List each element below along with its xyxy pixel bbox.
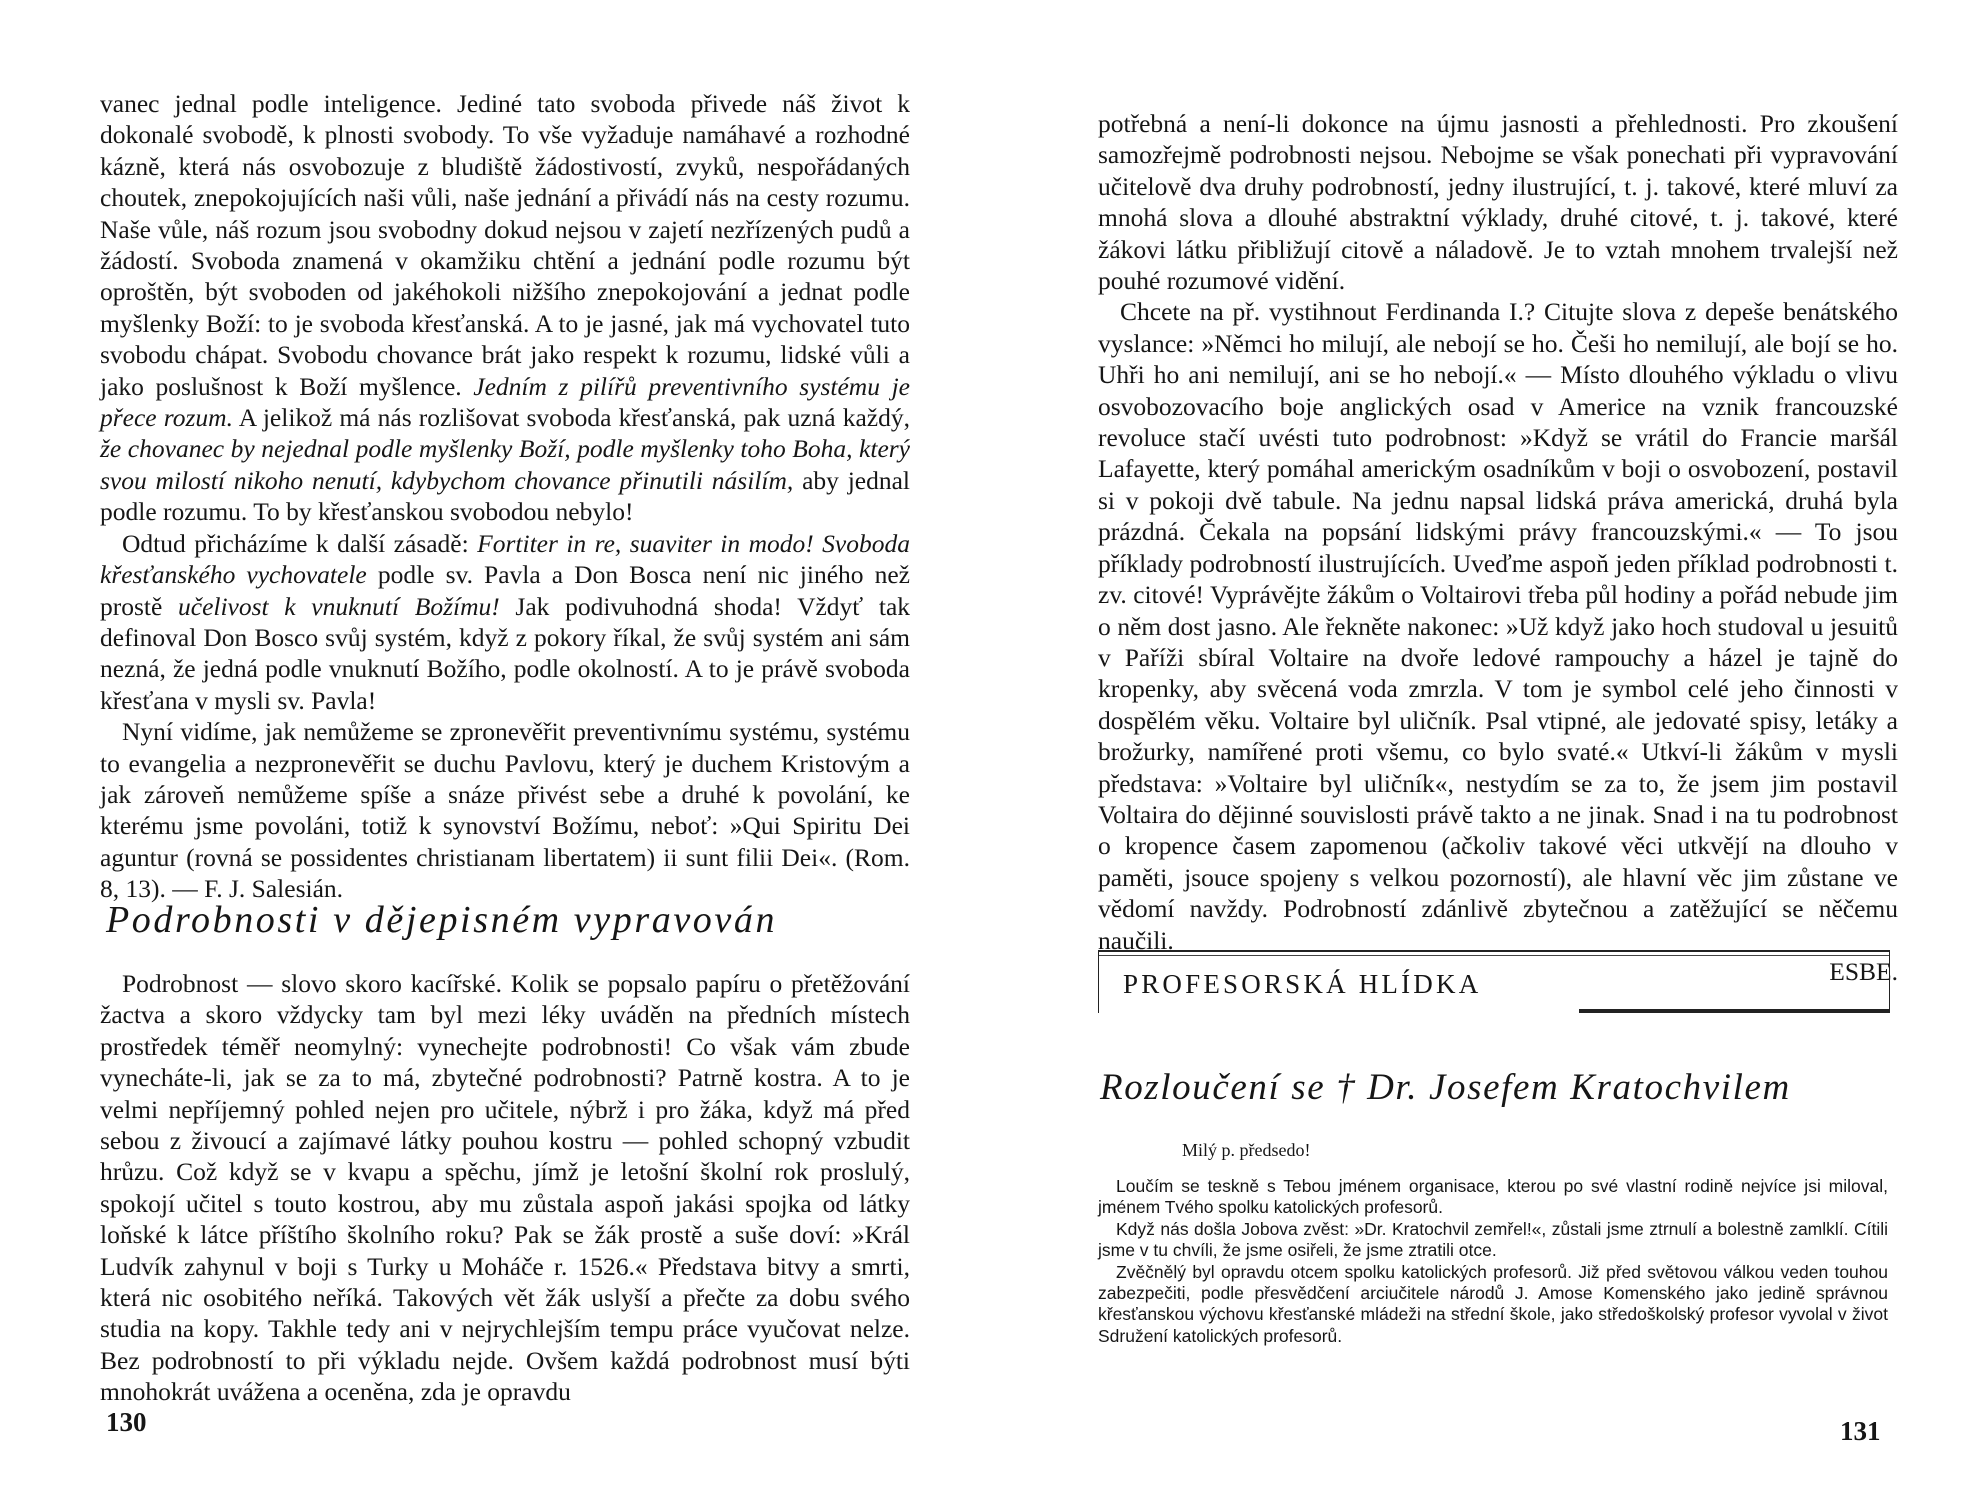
paragraph: Odtud přicházíme k další zásadě: Fortiter in re, suaviter in modo! Svoboda křesťanského vychovatele podle sv. Pavla a Don Bosca není nic jiného než prostě učelivost k vnuknutí Božímu! Jak podivuhodná shoda! Vždyť tak definoval Don Bosco svůj systém, když z pokory říkal, že svůj systém ani sám nezná, že jedná podle vnuknutí Božího, podle okolností. A to je právě svoboda křesťana v mysli sv. Pavla! — [100, 528, 911, 715]
rule — [1099, 955, 1889, 956]
right-continuation-text — [1098, 108, 1898, 987]
left-page — [100, 0, 910, 1500]
paragraph: Loučím se teskně s Tebou jménem organisace, kterou po své vlastní rodině nejvíce jsi miloval, jménem Tvého spolku katolických profesorů. — [1098, 1176, 1888, 1218]
left-continuation-text — [100, 88, 910, 905]
page-number: 131 — [1840, 1416, 1881, 1446]
section-header: PROFESORSKÁ HLÍDKA — [1123, 969, 1482, 999]
rule — [1579, 1009, 1889, 1013]
page-number: 130 — [106, 1407, 147, 1437]
section-header-box — [1098, 950, 1890, 1013]
rule — [1099, 950, 1889, 952]
paragraph: Když nás došla Jobova zvěst: »Dr. Kratochvil zemřel!«, zůstali jsme ztrnulí a bolestně zamlklí. Cítili jsme v tu chvíli, že jsme osiřeli, že jsme ztratili otce. — [1098, 1218, 1888, 1261]
article-title: Podrobnosti v dějepisném vypravován — [106, 899, 778, 941]
paragraph: Chcete na př. vystihnout Ferdinanda I.? Citujte slova z depeše benátského vyslance: »Němci ho milují, ale nebojí se ho. Češi ho nemilují, ale bojí se ho. Uhři ho ani nemilují, ani se ho nebojí.« — Místo dlouhého výkladu o vlivu osvobozovacího boje anglických osad v Americe na vznik francouzské revoluce stačí uvésti tuto podrobnost: »Když se vrátil do Francie maršál Lafayette, který pomáhal americkým osadníkům v boji o osvobození, postavil si v pokoji dvě tabule. Na jednu napsal lidská práva americká, druhá byla prázdná. Čekala na popsání lidskými právy francouzskými.« — To jsou příklady podrobností ilustrujících. Uveďme aspoň jeden příklad podrobnosti t. zv. citové! Vyprávějte žákům o Voltairovi třeba půl hodiny a pořád nebude jim o něm dost jasno. Ale řekněte nakonec: »Už když jako hoch studoval u jesuitů v Paříži sbíral Voltaire na dvoře ledové rampouchy a házel je tajně do kropenky, aby svěcená voda zmrzla. V tom je symbol celé jeho činnosti v dospělém věku. Voltaire byl uličník. Psal vtipné, ale jedovaté spisy, letáky a brožurky, namířené proti všemu, co bylo svaté.« Utkví-li žákům v mysli představa: »Voltaire byl uličník«, nestydím se za to, že jsem jim postavil Voltaira do dějinné souvislosti právě takto a ne jinak. Snad i na tu podrobnost o kropence časem zapomenou (ačkoliv takové věci utkvějí na dlouho v paměti, jsouce spojeny s velkou pozorností), ale hlavní věc jim zůstane ve vědomí navždy. Podrobností zdánlivě zbytečnou a zatěžující se něčemu naučili. — [1098, 297, 1898, 955]
emphasis: Jedním z pilířů preventivního systému je přece rozum. — [100, 371, 910, 433]
paragraph: Zvěčnělý byl opravdu otcem spolku katolických profesorů. Již před světovou válkou veden touhou zabezpečiti, podle přesvědčení arciučitele národů J. Amose Komenského jako jedině správnou křesťanskou výchovu křesťanské mládeži na střední škole, jako středoškolský profesor vyvolal v život Sdružení katolických profesorů. — [1098, 1261, 1888, 1346]
signature: ESBE. — [1829, 956, 1898, 986]
letter-text — [1098, 1176, 1888, 1347]
emphasis: učelivost k vnuknutí Božímu! — [178, 591, 500, 621]
right-page — [1098, 0, 1898, 1500]
paragraph: vanec jednal podle inteligence. Jediné tato svoboda přivede náš život k dokonalé svobodě, k plnosti svobody. To vše vyžaduje namáhavé a rozhodné kázně, která nás osvobozuje z bludiště žádostivostí, zvyků, nespořádaných choutek, znepokojujících naši vůli, naše jednání a přivádí nás na cesty rozumu. Naše vůle, náš rozum jsou svobodny dokud nejsou v zajetí nezřízených pudů a žádostí. Svoboda znamená v okamžiku chtění a jednání podle rozumu být oproštěn, být svoboden od jakéhokoli nižšího znepokojování a jednat podle myšlenky Boží: to je svoboda křesťanská. A to je jasné, jak má vychovatel tuto svobodu chápat. Svobodu chovance brát jako respekt k rozumu, lidské vůli a jako poslušnost k Boží myšlence. Jedním z pilířů preventivního systému je přece rozum. A jelikož má nás rozlišovat svoboda křesťanská, pak uzná každý, že chovanec by nejednal podle myšlenky Boží, podle myšlenky toho Boha, který svou milostí nikoho nenutí, kdybychom chovance přinutili násilím, aby jednal podle rozumu. To by křesťanskou svobodou nebylo! — [100, 89, 910, 527]
emphasis: Fortiter in re, suaviter in modo! Svoboda křesťanského vychovatele — [100, 528, 910, 590]
salutation: Milý p. předsedo! — [1182, 1140, 1311, 1160]
article-title: Rozloučení se † Dr. Josefem Kratochvilem — [1100, 1067, 1791, 1108]
paragraph: potřebná a není-li dokonce na újmu jasnosti a přehlednosti. Pro zkoušení samozřejmě podrobnosti nejsou. Nebojme se však ponechati při vypravování učitelově dva druhy podrobností, jedny ilustrující, t. j. takové, které mluví za mnohá slova a dlouhé abstraktní výklady, druhé citové, t. j. takové, které žákovi látku přibližují citově a náladově. Je to vztah mnohem trvalejší než pouhé rozumové vidění. — [1098, 109, 1898, 296]
paragraph: Nyní vidíme, jak nemůžeme se zpronevěřit preventivnímu systému, systému to evangelia a nezpronevěřit se duchu Pavlovu, který je duchem Kristovým a jak zároveň nemůžeme spíše a snáze přivést sebe a druhé k povolání, ke kterému jsme povoláni, totiž k synovství Božímu, neboť: »Qui Spiritu Dei aguntur (rovná se possidentes christianam libertatem) ii sunt filii Dei«. (Rom. 8, 13). — F. J. Salesián. — [100, 717, 910, 904]
article-body: Podrobnost — slovo skoro kacířské. Kolik se popsalo papíru o přetěžování žactva a skoro vždycky tam byl mezi léky uváděn na předních místech prostředek téměř neomylný: vynechejte podrobnosti! Co však vám zbude vynecháte-li, jak se za to má, zbytečné podrobnosti? Patrně kostra. A to je velmi nepříjemný pohled nejen pro učitele, nýbrž i pro žáka, když má před sebou z živoucí a zajímavé látky pouhou kostru — pohled schopný vzbudit hrůzu. Což když se v kvapu a spěchu, jímž je letošní školní rok proslulý, spokojí učitel s touto kostrou, aby mu zůstala aspoň jakási spojka od látky loňské k látce příštího školního roku? Pak se žák prostě a suše doví: »Král Ludvík zahynul v boji s Turky u Moháče r. 1526.« Představa bitvy a smrti, která nic osobitého neříká. Takových vět žák uslyší a přečte za dobu svého studia na kopy. Takhle tedy ani v nejrychlejším tempu práce vyučovat nelze. Bez podrobností to při výkladu nejde. Ovšem každá podrobnost musí býti mnohokrát uvážena a oceněna, zda je opravdu — [100, 969, 910, 1407]
emphasis: že chovanec by nejednal podle myšlenky Boží, podle myšlenky toho Boha, který svou milostí nikoho nenutí, kdybychom chovance přinutili násilím, — [100, 434, 910, 495]
